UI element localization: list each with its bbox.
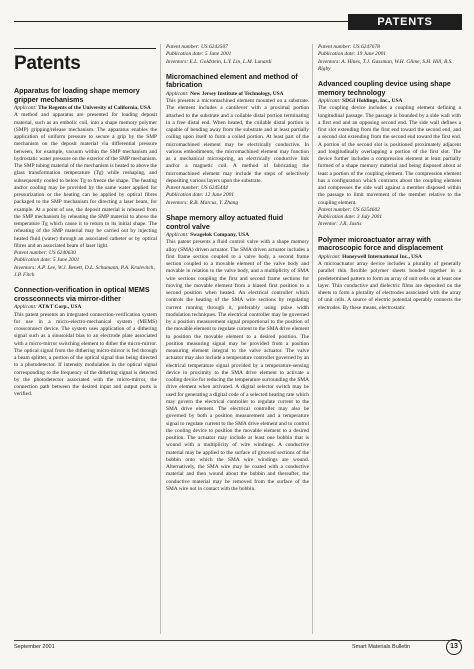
publication-date: Publication date: 3 July 2001 — [318, 214, 383, 221]
patent-number: Patent number: US 6254602 — [318, 206, 380, 213]
publication-date: Publication date: 12 June 2001 — [166, 192, 234, 199]
section-banner: PATENTS — [348, 14, 462, 30]
patent-title: Micromachined element and method of fabrication — [166, 72, 298, 90]
footer-rule — [14, 640, 462, 641]
patent-title: Polymer microactuator array with macroscopic force and displacement — [318, 235, 443, 253]
column-2 — [166, 44, 309, 493]
inventors: Inventor: J.R. Justis — [318, 221, 362, 228]
patent-abstract: This patent presents an integrated connection-verification system for use in a micro-electro-mechanical system (MEMS) crossconnect device. The system uses application of a dithering signal such as a sinusoidal bias to an electrode plate associated with a micro-mirror switching element to dither the micro-mirror. The optical signal from the dithering micro-mirror is fed through a beam splitter, a portion of the optical signal thus being directed to a photodetector. If intensity modulation in the optical signal corresponding to the frequency of the dithering signal is detected by the photodetector associated with the micro-mirror, the connection path between the desired input and output ports is verified. — [14, 311, 157, 398]
patent-abstract: The coupling device includes a coupling element defining a longitudinal passage. The passage is bounded by a side wall with a first end and an opposing second end. The side wall defines a first slot extending from the first end toward the second end, and a second slot extending from the second end toward the first end. A portion of the second slot is positioned proximately adjacent and longitudinally overlapping a portion of the first slot. The device further includes a compression element at least partially formed of a shape memory material and being disposed about at least a portion of the coupling element. The compression element has a configuration which contracts about the coupling element and compresses the side wall against a member disposed within the passage to limit movement of the member relative to the coupling element. — [318, 105, 461, 206]
publication-date: Publication date: 5 June 2001 — [14, 257, 80, 264]
patent-applicant: Applicant: Swagelok Company, USA — [166, 232, 249, 239]
column-1 — [14, 84, 157, 399]
patent-entry — [166, 214, 309, 493]
patent-title: Advanced coupling device using shape memory technology — [318, 80, 451, 97]
patent-title: Connection-verification in optical MEMS crossconnects via mirror-dither — [14, 286, 150, 303]
inventors: Inventors: A.P. Lee, W.J. Benett, D.L. Schumann, P.A. Krulevitch, J.P. Fitch — [14, 264, 155, 278]
title-rule — [14, 48, 156, 49]
patent-applicant: Applicant: SDGI Holdings, Inc., USA — [318, 98, 403, 105]
patent-applicant: Applicant: Honeywell International Inc., USA — [318, 253, 422, 260]
patent-abstract: A method and apparatus are presented for loading deposit material, such as an embolic coil, into a shape memory polymer (SMP) gripping/release mechanism. The apparatus enables the application of uniform pressure to secure a grip by the SMP mechanism on the deposit material via differential pressure between, for example, vacuum within the SMP mechanism and hydrostatic water pressure on the exterior of the SMP mechanism. The SMP tubing material of the mechanism is heated to above the glass transformation temperature (Tg) while reshaping, and subsequently cooled to below Tg to freeze the shape. The heating and/or cooling may be provided by the same water applied for pressurization or the heating can be applied by optical fibres packaged to the SMP mechanism for directing a laser beam, for example. At a point of use, the deposit material is released from the SMP mechanism by reheating the SMP material to above the temperature Tg which cause it to return to its initial shape. The reheating of the SMP material may be carried out by injecting heated fluid (water) through an associated catheter or by optical fibres and an associated beam of laser light. — [14, 112, 157, 249]
publication-date: Publication date: 5 June 2001 — [166, 51, 232, 58]
patent-entry — [318, 236, 461, 312]
patent-abstract: This patent presents a fluid control valve with a shape memory alloy (SMA) driven actuator. The SMA driven actuator includes a first frame section coupled to a valve body, a second frame section coupled to a movable element of the valve body and movable in relation to the valve body, and a multiplicity of SMA wire sections coupling the first and second frame sections for moving the movable element from a biased first position to a second position when heated. An electrical controller which controls the heating of the SMA wire sections by regulating current running through it, preferably using pulse width modulation techniques. The electrical controller may be governed by a position measurement signal proportional to the position of the movable element to regulate current to the SMA drive element to position the movable element to a desired position. The position measuring signal may be provided from a position measuring element integral to the valve actuator. The valve actuator may also include a temperature controller governed by an electrical temperature signal provided by a temperature-sensing device in proximity to the SMA drive element to activate a cooling device for reducing the temperature surrounding the SMA drive element when activated. A digital selector switch may be used for generating a digital code of a selected heating rate which may govern the electrical controller to regulate current to the SMA drive element. The electrical controller may also be governed by both a position measurement and a temperature signal to regulate current to the SMA drive element and to control the cooling device to position the movable element to a desired position. The actuator may include at least one bobbin that is wound with a multiplicity of wire windings. A conductive material may be applied to the surface of grooved sections of the bobbin onto which the SMA wire windings are wound. Alternatively, the SMA wire may be coated with a conductive material and then wound about the bobbin and thereafter, the conductive material may be removed from the surface of the SMA wire not in contact with the bobbin. — [166, 239, 309, 492]
patent-number: Patent number: US 6243507 — [166, 44, 228, 50]
patent-applicant: Applicant: AT&T Corp., USA — [14, 304, 82, 311]
header-rule — [14, 21, 348, 22]
page-number: 13 — [446, 639, 462, 655]
patent-number: Patent number: US 6240630 — [14, 250, 76, 257]
column-divider — [160, 44, 161, 634]
patent-applicant: Applicant: New Jersey Institute of Technology, USA — [166, 90, 284, 97]
patent-entry-continued — [318, 44, 461, 73]
patent-entry-continued — [166, 44, 309, 66]
footer-publication: Smart Materials Bulletin — [352, 644, 411, 650]
inventors: Inventors: R.B. Marcus, Y. Zhang — [166, 199, 239, 206]
patent-entry — [318, 80, 461, 229]
inventors: Inventors: E.L. Goldstein, L.Y. Lin, L.M. Lunardi — [166, 58, 272, 65]
inventors: Inventors: A. Hines, T.J. Gassman, W.H. Glime, S.H. Hill, B.S. Rigby — [318, 58, 453, 72]
patent-applicant: Applicant: The Regents of the University of California, USA — [14, 105, 151, 112]
patent-abstract: A microactuator array device includes a plurality of generally parallel thin flexible polymer sheets bonded together in a predetermined pattern to form an array of unit cells on at least one layer. Thin conductive and dielectric films are deposited on the sheets to form a plurality of electrodes associated with the array of unit cells. A source of electric potential operably connects the electrodes. By these means, electrostatic — [318, 261, 461, 311]
patent-number: Patent number: US 6247678 — [318, 44, 380, 50]
footer-date: September 2001 — [14, 644, 55, 650]
column-3 — [318, 44, 461, 312]
patent-number: Patent number: US 6245444 — [166, 185, 228, 192]
publication-date: Publication date: 19 June 2001 — [318, 51, 386, 58]
page-title: Patents — [14, 53, 81, 74]
patent-entry — [166, 73, 309, 207]
patent-title: Apparatus for loading shape memory gripper mechanisms — [14, 87, 140, 104]
patent-entry — [14, 286, 157, 398]
patent-abstract: This presents a micromachined element mounted on a substrate. The element includes a cantilever with a proximal portion attached to the substrate and a coilable distal portion terminating in a free distal end. When heated, the coilable distal portion is capable of bending away from the substrate and at least partially coiling upon itself to form a coiled portion. At least part of the micromachined element may be electrically conductive. In various embodiments, the micromachined element may function as a mechanical microspring, an electrically conductive link and/or a magnetic coil. A method of fabricating the micromachined element may include the steps of selectively depositing various layers upon the substrate. — [166, 98, 309, 184]
patent-entry — [14, 87, 157, 279]
patent-title: Shape memory alloy actuated fluid control valve — [166, 213, 284, 231]
column-divider — [312, 44, 313, 634]
